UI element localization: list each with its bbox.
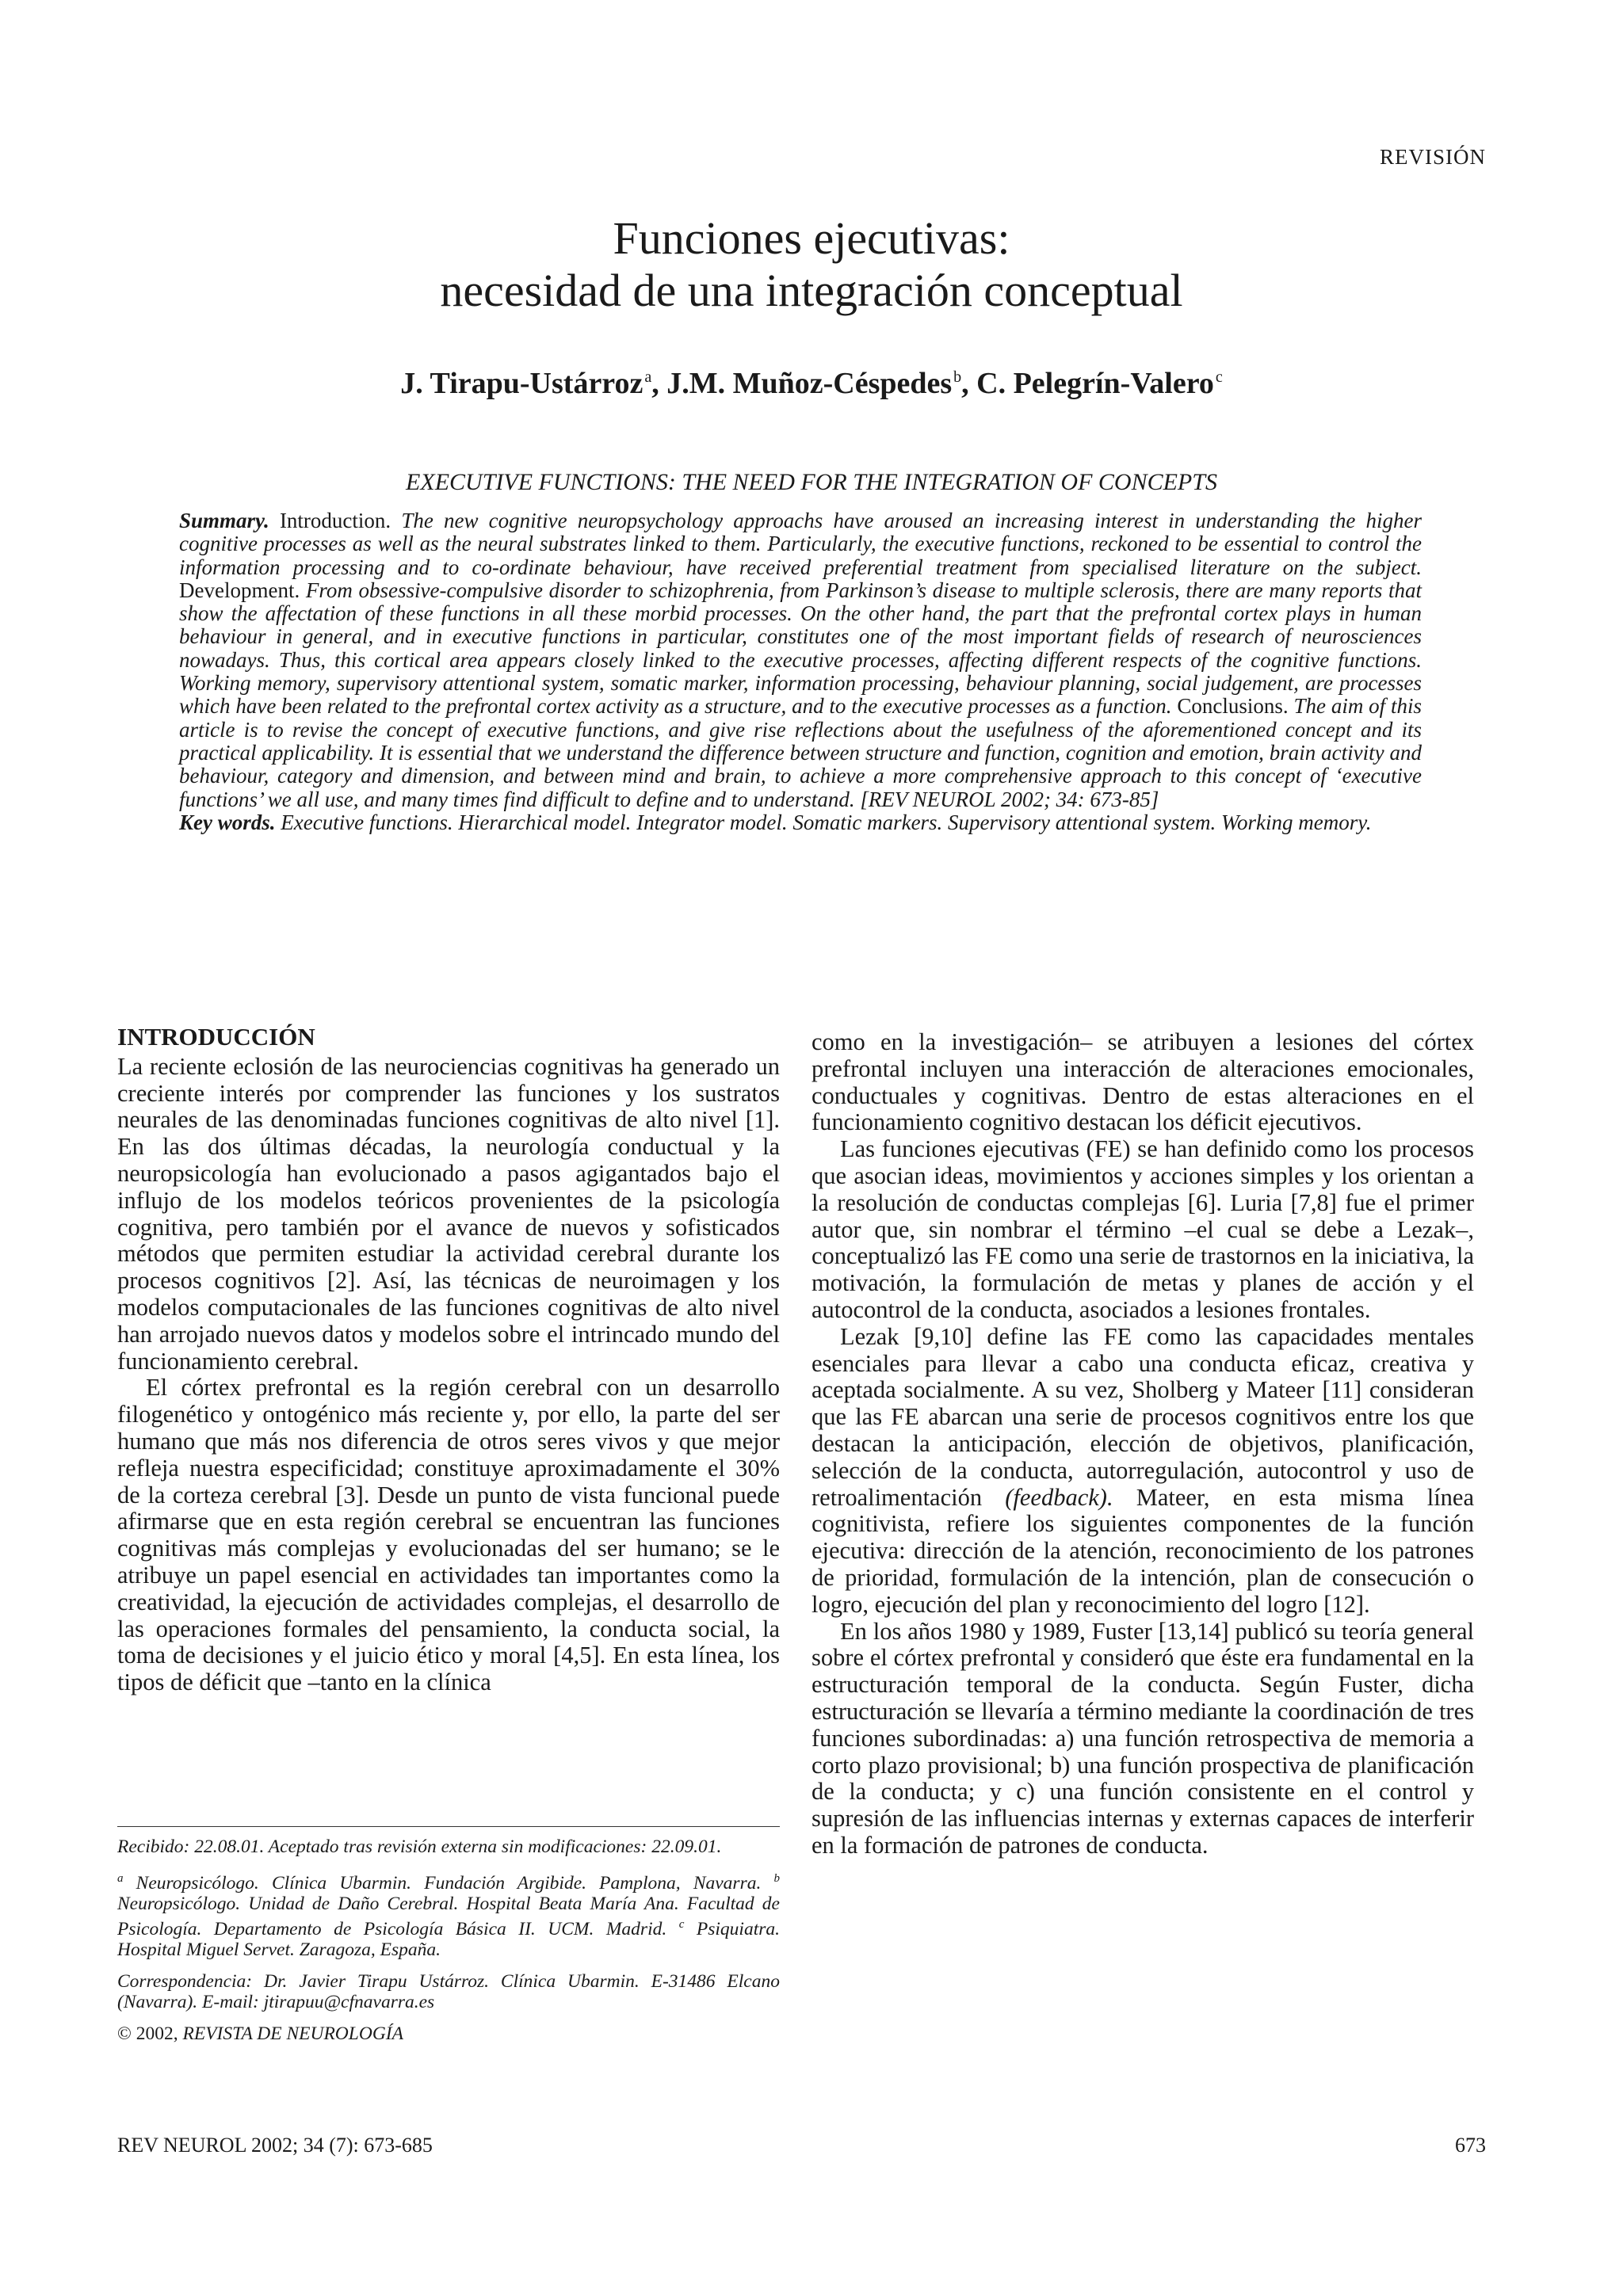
body-text: Mateer, en esta misma línea cognitivista, refiere los siguientes componentes de la función ejecutiva: dirección de la atención, reconocimiento de los patrones de prioridad, formulación de la intención, plan de consecución o logro, ejecución del plan y reconocimiento del logro [12]. xyxy=(812,1483,1474,1618)
copyright-year: © 2002, xyxy=(117,2023,183,2044)
english-title: EXECUTIVE FUNCTIONS: THE NEED FOR THE INTEGRATION OF CONCEPTS xyxy=(406,469,1217,495)
development-text: From obsessive-compulsive disorder to schizophrenia, from Parkinson’s disease to multiple sclerosis, there are many reports that show the affectation of these functions in all these morbid processes. On the other hand, the part that the prefrontal cortex plays in human behaviour in general, and in executive functions in particular, constitutes one of the most important fields of research of neurosciences nowadays. Thus, this cortical area appears closely linked to the executive processes, affecting different respects of the cognitive functions. Working memory, supervisory attentional system, somatic marker, information processing, behaviour planning, social judgement, are processes which have been related to the prefrontal cortex activity as a structure, and to the executive processes as a function. xyxy=(179,578,1422,719)
footnotes xyxy=(117,1836,780,2055)
page-number: 673 xyxy=(1455,2134,1486,2157)
affiliation-mark: c xyxy=(1215,368,1223,387)
footnote-divider xyxy=(117,1826,780,1827)
development-label: Development. xyxy=(179,578,300,602)
section-heading: INTRODUCCIÓN xyxy=(117,1023,315,1051)
journal-reference: REV NEUROL 2002; 34 (7): 673-685 xyxy=(117,2134,433,2157)
section-label: REVISIÓN xyxy=(1380,145,1486,169)
affiliation-text: Psiquiatra. Hospital Miguel Servet. Zaragoza, España. xyxy=(117,1918,781,1960)
affiliation-mark: a xyxy=(117,1872,124,1885)
body-text: Lezak [9,10] define las FE como las capacidades mentales esenciales para llevar a cabo una conducta eficaz, creativa y aceptada socialmente. A su vez, Sholberg y Mateer [11] consideran que las FE abarcan una serie de procesos cognitivos entre los que destacan la anticipación, elección de objetivos, planificación, selección de la conducta, autorregulación, autocontrol y uso de retroalimentación xyxy=(812,1322,1474,1511)
affiliation-mark: a xyxy=(644,368,652,387)
conclusions-text: The aim of this article is to revise the concept of executive functions, and give rise reflections about the usefulness of the aforementioned concept and its practical applicability. It is essential that we understand the difference between structure and function, cognition and emotion, brain activity and behaviour, category and dimension, and between mind and brain, to achieve a more comprehensive approach to this concept of ‘executive functions’ we all use, and many times find difficult to define and to understand. [REV NEUROL 2002; 34: 673-85] xyxy=(179,694,1423,811)
body-paragraph: En los años 1980 y 1989, Fuster [13,14] publicó su teoría general sobre el córtex prefrontal y consideró que éste era fundamental en la estructuración temporal de la conducta. Según Fuster, dicha estructuración se llevaría a término mediante la coordinación de tres funciones subordinadas: a) una función retrospectiva de memoria a corto plazo provisional; b) una función prospectiva de planificación de la conducta; y c) una función consistente en el control y supresión de las influencias internas y externas capaces de interferir en la formación de patrones de conducta. xyxy=(812,1617,1474,1859)
author-name: J. Tirapu-Ustárroz xyxy=(400,367,643,400)
keywords-text: Executive functions. Hierarchical model. Integrator model. Somatic markers. Supervisory attentional system. Working memory. xyxy=(281,810,1372,834)
body-column-right xyxy=(812,1029,1474,1859)
intro-label: Introduction. xyxy=(279,509,391,532)
affiliations-note xyxy=(117,1868,780,1960)
body-paragraph: Las funciones ejecutivas (FE) se han definido como los procesos que asocian ideas, movimientos y acciones simples y los orientan a la resolución de conductas complejas [6]. Luria [7,8] fue el primer autor que, sin nombrar el término –el cual se debe a Lezak–, conceptualizó las FE como una serie de trastornos en la iniciativa, la motivación, la formulación de metas y planes de acción y el autocontrol de la conducta, asociados a lesiones frontales. xyxy=(812,1135,1474,1323)
article-title xyxy=(0,212,1623,317)
affiliation-mark: b xyxy=(773,1872,780,1885)
received-note: Recibido: 22.08.01. Aceptado tras revisión externa sin modificaciones: 22.09.01. xyxy=(117,1836,722,1857)
abstract xyxy=(179,509,1422,834)
body-paragraph: como en la investigación– se atribuyen a lesiones del córtex prefrontal incluyen una interacción de alteraciones emocionales, conductuales y cognitivas. Dentro de estas alteraciones en el funcionamiento cognitivo destacan los déficit ejecutivos. xyxy=(812,1028,1474,1136)
body-paragraph: La reciente eclosión de las neurociencias cognitivas ha generado un creciente interés por comprender las funciones y los sustratos neurales de las denominadas funciones cognitivas de alto nivel [1]. En las dos últimas décadas, la neurología conductual y la neuropsicología han evolucionado a pasos agigantados bajo el influjo de los modelos teóricos provenientes de la psicología cognitiva, pero también por el avance de nuevos y sofisticados métodos que permiten estudiar la actividad cerebral durante los procesos cognitivos [2]. Así, las técnicas de neuroimagen y los modelos computacionales de las funciones cognitivas de alto nivel han arrojado nuevos datos y modelos sobre el intrincado mundo del funcionamiento cerebral. xyxy=(117,1052,780,1375)
title-line-2: necesidad de una integración conceptual xyxy=(440,265,1183,316)
author-separator: , xyxy=(651,367,667,400)
body-paragraph: El córtex prefrontal es la región cerebral con un desarrollo filogenético y ontogénico más reciente y, por ello, la parte del ser humano que más nos diferencia de otros seres vivos y que mejor refleja nuestra especificidad; constituye aproximadamente el 30% de la corteza cerebral [3]. Desde un punto de vista funcional puede afirmarse que en esta región cerebral se encuentran las funciones cognitivas más complejas y evolucionadas del ser humano; se le atribuye un papel esencial en actividades tan importantes como la creatividad, la ejecución de actividades complejas, el desarrollo de las operaciones formales del pensamiento, la conducta social, la toma de decisiones y el juicio ético y moral [4,5]. En esta línea, los tipos de déficit que –tanto en la clínica xyxy=(117,1374,780,1696)
affiliation-mark: b xyxy=(953,368,962,387)
abstract-summary xyxy=(179,509,1422,811)
affiliation-text: Neuropsicólogo. Unidad de Daño Cerebral. Hospital Beata María Ana. Facultad de Psicología. Departamento de Psicología Básica II. UCM. Madrid. xyxy=(117,1893,780,1939)
summary-label: Summary. xyxy=(179,509,269,532)
author-name: J.M. Muñoz-Céspedes xyxy=(666,367,953,400)
conclusions-label: Conclusions. xyxy=(1177,694,1289,719)
body-column-left xyxy=(117,1024,780,1696)
correspondence-note: Correspondencia: Dr. Javier Tirapu Ustárroz. Clínica Ubarmin. E-31486 Elcano (Navarra). E-mail: jtirapuu@cfnavarra.es xyxy=(117,1970,780,2012)
keywords xyxy=(179,811,1422,834)
copyright-note xyxy=(117,2023,780,2044)
copyright-journal: REVISTA DE NEUROLOGÍA xyxy=(182,2023,403,2044)
body-paragraph xyxy=(812,1324,1474,1619)
author-list xyxy=(0,366,1623,401)
author-separator: , xyxy=(961,367,977,400)
title-line-1: Funciones ejecutivas: xyxy=(613,212,1010,264)
body-text-italic: (feedback). xyxy=(1005,1483,1113,1511)
affiliation-mark: c xyxy=(678,1917,685,1931)
author-name: C. Pelegrín-Valero xyxy=(976,367,1214,400)
keywords-label: Key words. xyxy=(179,810,276,834)
intro-text: The new cognitive neuropsychology approachs have aroused an increasing interest in understanding the higher cognitive processes as well as the neural substrates linked to them. Particularly, the executive functions, reckoned to be essential to control the information processing and to co-ordinate behaviour, have received preferential treatment from specialised literature on the subject. xyxy=(179,509,1423,579)
affiliation-text: Neuropsicólogo. Clínica Ubarmin. Fundación Argibide. Pamplona, Navarra. xyxy=(123,1872,774,1894)
